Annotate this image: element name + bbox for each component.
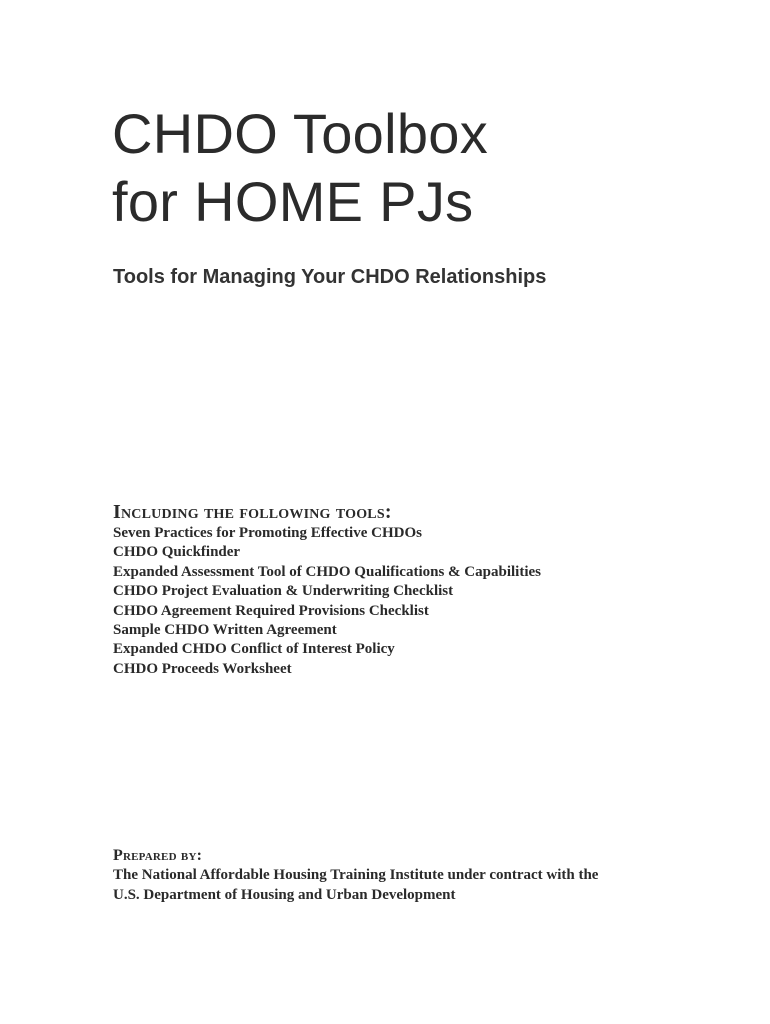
title-line-2: for HOME PJs — [112, 170, 474, 233]
list-item: Expanded Assessment Tool of CHDO Qualifications & Capabilities — [113, 563, 541, 580]
prepared-by-line-2: U.S. Department of Housing and Urban Development — [113, 886, 456, 903]
prepared-by-heading: Prepared by: — [113, 847, 203, 864]
document-subtitle: Tools for Managing Your CHDO Relationships — [113, 266, 547, 288]
tool-list — [113, 524, 541, 679]
list-item: CHDO Project Evaluation & Underwriting Checklist — [113, 583, 454, 600]
prepared-by-line-1: The National Affordable Housing Training Institute under contract with the — [113, 867, 599, 883]
list-item: Expanded CHDO Conflict of Interest Policy — [113, 641, 395, 658]
list-item: CHDO Proceeds Worksheet — [113, 660, 292, 677]
document-title — [112, 100, 488, 236]
list-item: CHDO Agreement Required Provisions Checklist — [113, 602, 429, 619]
list-item: Sample CHDO Written Agreement — [113, 622, 337, 639]
list-item: CHDO Quickfinder — [113, 544, 241, 561]
list-item: Seven Practices for Promoting Effective CHDOs — [113, 525, 422, 541]
tools-section — [113, 500, 541, 679]
title-line-1: CHDO Toolbox — [112, 102, 489, 165]
tools-heading: Including the following tools: — [113, 501, 392, 523]
prepared-by-section — [113, 846, 598, 905]
